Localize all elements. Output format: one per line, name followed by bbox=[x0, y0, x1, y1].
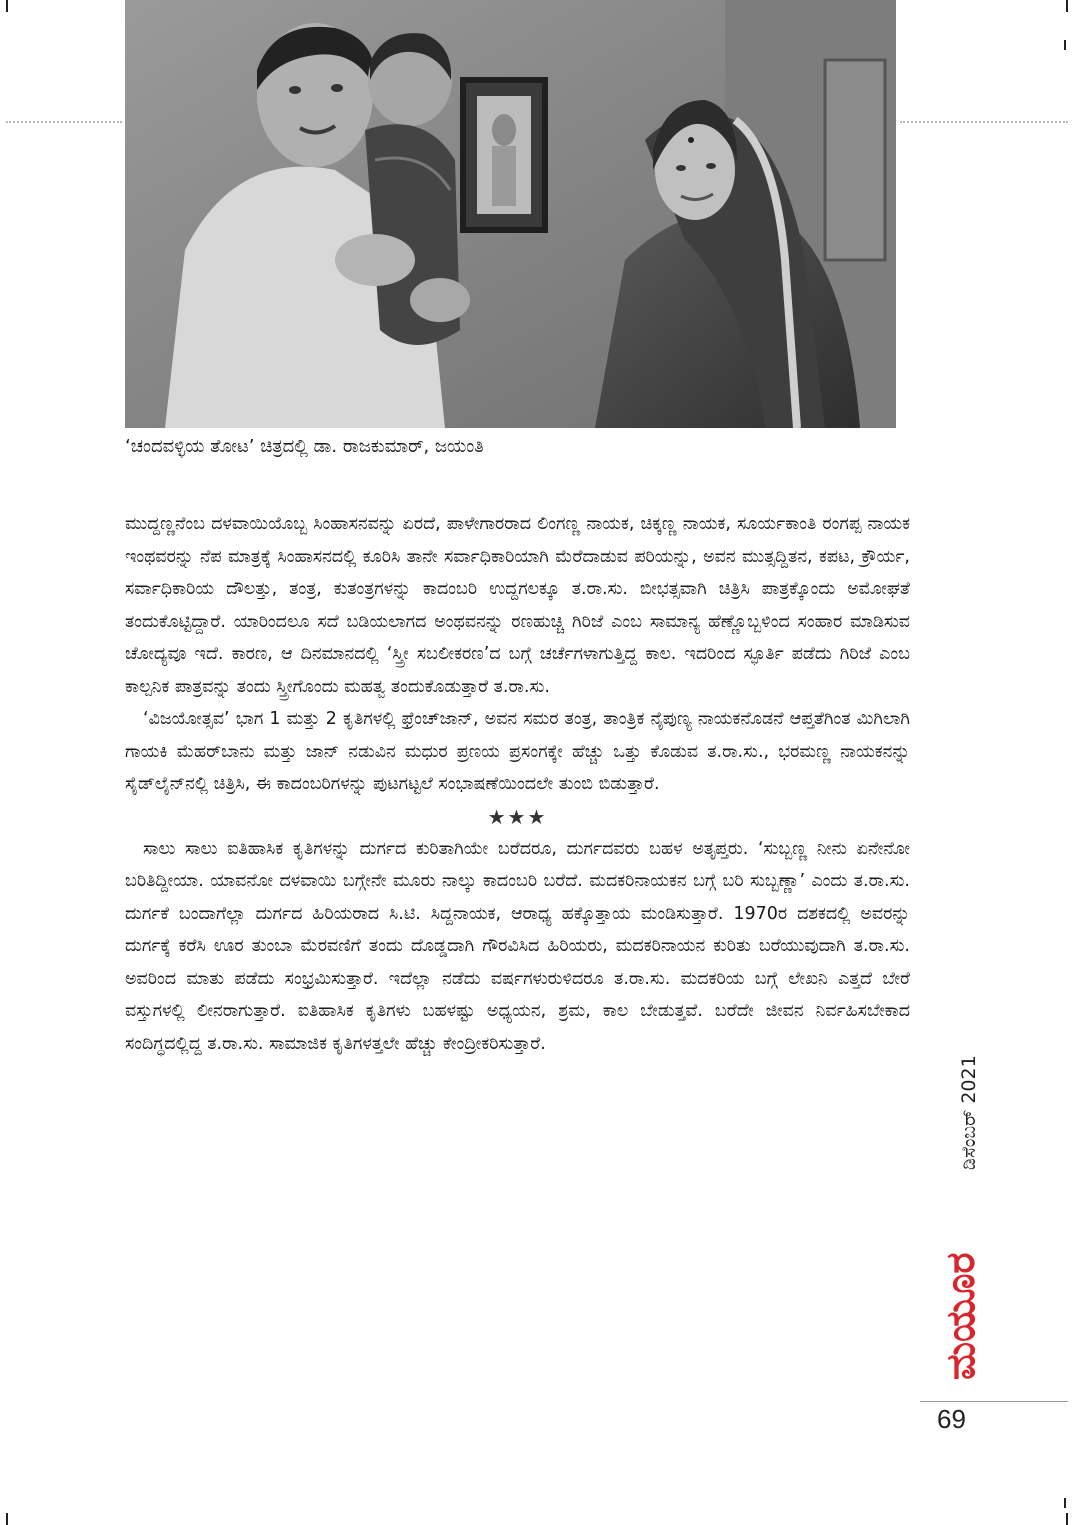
film-still-photo bbox=[125, 0, 896, 428]
paragraph: ಸಾಲು ಸಾಲು ಐತಿಹಾಸಿಕ ಕೃತಿಗಳನ್ನು ದುರ್ಗದ ಕುರಿತಾಗಿಯೇ ಬರೆದರೂ, ದುರ್ಗದವರು ಬಹಳ ಅತೃಪ್ತರು. ‘ಸುಬ್ಬಣ್ಣ ನೀನು ಏನೇನೋ ಬರಿತಿದ್ದೀಯಾ. ಯಾವನೋ ದಳವಾಯಿ ಬಗ್ಗೇನೇ ಮೂರು ನಾಲ್ಕು ಕಾದಂಬರಿ ಬರೆದೆ. ಮದಕರಿನಾಯಕನ ಬಗ್ಗೆ ಬರಿ ಸುಬ್ಬಣ್ಣಾ’ ಎಂದು ತ.ರಾ.ಸು. ದುರ್ಗಕೆ ಬಂದಾಗೆಲ್ಲಾ ದುರ್ಗದ ಹಿರಿಯರಾದ ಸಿ.ಟಿ. ಸಿದ್ದನಾಯಕ, ಆರಾಧ್ಯ ಹಕ್ಕೊತ್ತಾಯ ಮಂಡಿಸುತ್ತಾರೆ. 1970ರ ದಶಕದಲ್ಲಿ ಅವರನ್ನು ದುರ್ಗಕ್ಕೆ ಕರೆಸಿ ಊರ ತುಂಬಾ ಮೆರವಣಿಗೆ ತಂದು ದೊಡ್ಡದಾಗಿ ಗೌರವಿಸಿದ ಹಿರಿಯರು, ಮದಕರಿನಾಯನ ಕುರಿತು ಬರೆಯುವುದಾಗಿ ತ.ರಾ.ಸು. ಅವರಿಂದ ಮಾತು ಪಡೆದು ಸಂಭ್ರಮಿಸುತ್ತಾರೆ. ಇದೆಲ್ಲಾ ನಡೆದು ವರ್ಷಗಳುರುಳಿದರೂ ತ.ರಾ.ಸು. ಮದಕರಿಯ ಬಗ್ಗೆ ಲೇಖನಿ ಎತ್ತದೆ ಬೇರೆ ವಸ್ತುಗಳಲ್ಲಿ ಲೀನರಾಗುತ್ತಾರೆ. ಐತಿಹಾಸಿಕ ಕೃತಿಗಳು ಬಹಳಷ್ಟು ಅಧ್ಯಯನ, ಶ್ರಮ, ಕಾಲ ಬೇಡುತ್ತವೆ. ಬರೆದೇ ಜೀವನ ನಿರ್ವಹಿಸಬೇಕಾದ ಸಂದಿಗ್ಧದಲ್ಲಿದ್ದ ತ.ರಾ.ಸು. ಸಾಮಾಜಿಕ ಕೃತಿಗಳತ್ತಲೇ ಹೆಚ್ಚು ಕೇಂದ್ರೀಕರಿಸುತ್ತಾರೆ. bbox=[125, 838, 910, 1054]
paragraph: ಮುದ್ದಣ್ಣನೆಂಬ ದಳವಾಯಿಯೊಬ್ಬ ಸಿಂಹಾಸನವನ್ನು ಏರದೆ, ಪಾಳೇಗಾರರಾದ ಲಿಂಗಣ್ಣ ನಾಯಕ, ಚಿಕ್ಕಣ್ಣ ನಾಯಕ, ಸೂರ್ಯಕಾಂತಿ ರಂಗಪ್ಪ ನಾಯಕ ಇಂಥವರನ್ನು ನೆಪ ಮಾತ್ರಕ್ಕೆ ಸಿಂಹಾಸನದಲ್ಲಿ ಕೂರಿಸಿ ತಾನೇ ಸರ್ವಾಧಿಕಾರಿಯಾಗಿ ಮೆರೆದಾಡುವ ಪರಿಯನ್ನು, ಅವನ ಮುತ್ಸದ್ದಿತನ, ಕಪಟ, ಕ್ರೌರ್ಯ, ಸರ್ವಾಧಿಕಾರಿಯ ದೌಲತ್ತು, ತಂತ್ರ, ಕುತಂತ್ರಗಳನ್ನು ಕಾದಂಬರಿ ಉದ್ದಗಲಕ್ಕೂ ತ.ರಾ.ಸು. ಬೀಭತ್ಸವಾಗಿ ಚಿತ್ರಿಸಿ ಪಾತ್ರಕ್ಕೊಂದು ಅಮೋಘತೆ ತಂದುಕೊಟ್ಟಿದ್ದಾರೆ. ಯಾರಿಂದಲೂ ಸದೆ ಬಡಿಯಲಾಗದ ಅಂಥವನನ್ನು ರಣಹುಚ್ಚಿ ಗಿರಿಜೆ ಎಂಬ ಸಾಮಾನ್ಯ ಹೆಣ್ಣೊಬ್ಬಳಿಂದ ಸಂಹಾರ ಮಾಡಿಸುವ ಚೋದ್ಯವೂ ಇದೆ. ಕಾರಣ, ಆ ದಿನಮಾನದಲ್ಲಿ ‘ಸ್ತ್ರೀ ಸಬಲೀಕರಣ’ದ ಬಗ್ಗೆ ಚರ್ಚೆಗಳಾಗುತ್ತಿದ್ದ ಕಾಲ. ಇದರಿಂದ ಸ್ಫೂರ್ತಿ ಪಡೆದು ಗಿರಿಜೆ ಎಂಬ ಕಾಲ್ಪನಿಕ ಪಾತ್ರವನ್ನು ತಂದು ಸ್ತ್ರೀಗೊಂದು ಮಹತ್ವ ತಂದುಕೊಡುತ್ತಾರೆ ತ.ರಾ.ಸು. bbox=[125, 514, 910, 697]
photo-illustration bbox=[125, 0, 896, 428]
crop-mark-bottom-right bbox=[1066, 1513, 1068, 1525]
crop-mark-right-bottom bbox=[1064, 1498, 1066, 1508]
crop-mark-top-right bbox=[1066, 0, 1068, 12]
footer-rule bbox=[920, 1401, 1068, 1402]
dotted-guide-right bbox=[900, 121, 1068, 123]
crop-mark-bottom-left bbox=[6, 1513, 8, 1525]
crop-mark-top-left bbox=[6, 0, 8, 12]
dotted-guide-left bbox=[6, 121, 122, 123]
article-body bbox=[125, 508, 910, 1060]
section-separator: ★★★ bbox=[487, 804, 548, 829]
magazine-logo: ಮಯೂರ bbox=[938, 1252, 984, 1380]
paragraph: ‘ವಿಜಯೋತ್ಸವ’ ಭಾಗ 1 ಮತ್ತು 2 ಕೃತಿಗಳಲ್ಲಿ ಫ್ರೆಂಚ್‌ಜಾನ್, ಅವನ ಸಮರ ತಂತ್ರ, ತಾಂತ್ರಿಕ ನೈಪುಣ್ಯ ನಾಯಕನೊಡನೆ ಆಪ್ತತೆಗಿಂತ ಮಿಗಿಲಾಗಿ ಗಾಯಕಿ ಮೆಹರ್‌ಬಾನು ಮತ್ತು ಜಾನ್ ನಡುವಿನ ಮಧುರ ಪ್ರಣಯ ಪ್ರಸಂಗಕ್ಕೇ ಹೆಚ್ಚು ಒತ್ತು ಕೊಡುವ ತ.ರಾ.ಸು., ಭರಮಣ್ಣ ನಾಯಕನನ್ನು ಸೈಡ್‌ಲೈನ್‌ನಲ್ಲಿ ಚಿತ್ರಿಸಿ, ಈ ಕಾದಂಬರಿಗಳನ್ನು ಪುಟಗಟ್ಟಲೆ ಸಂಭಾಷಣೆಯಿಂದಲೇ ತುಂಬಿ ಬಿಡುತ್ತಾರೆ. bbox=[125, 709, 910, 794]
photo-caption: ‘ಚಂದವಳ್ಳಿಯ ತೋಟ’ ಚಿತ್ರದಲ್ಲಿ ಡಾ. ರಾಜಕುಮಾರ್, ಜಯಂತಿ bbox=[125, 436, 484, 457]
page-number: 69 bbox=[937, 1404, 966, 1434]
crop-mark-right-top bbox=[1064, 40, 1066, 50]
issue-date: ಡಿಸೆಂಬರ್ 2021 bbox=[958, 1055, 980, 1170]
